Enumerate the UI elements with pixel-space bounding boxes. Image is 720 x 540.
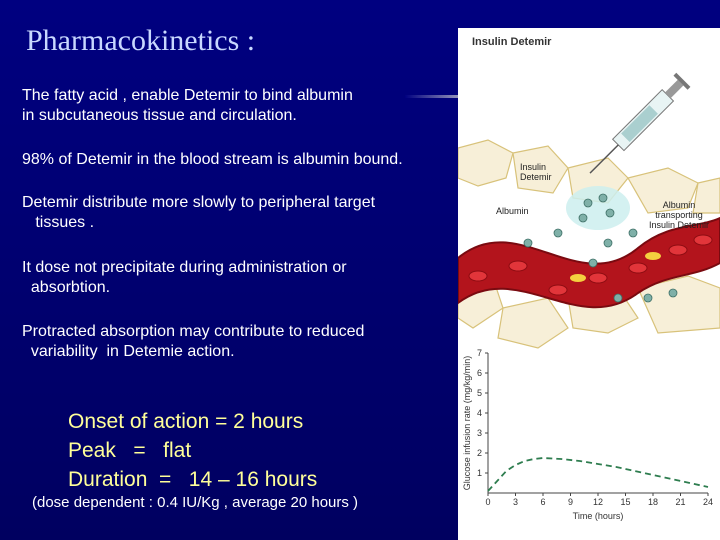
platelet <box>570 274 586 282</box>
paragraph-line: Protracted absorption may contribute to reduced <box>22 323 365 340</box>
paragraph-distribution <box>22 193 375 233</box>
paragraph-line: It dose not precipitate during administration or <box>22 259 347 276</box>
paragraph-albumin-bound <box>22 150 403 170</box>
peak: Peak = flat <box>68 439 192 462</box>
y-axis-label: Glucose infusion rate (mg/kg/min) <box>462 355 472 491</box>
y-tick-label: 2 <box>476 448 482 458</box>
slide-title: Pharmacokinetics : <box>26 24 256 57</box>
x-tick-label: 9 <box>567 497 574 507</box>
x-tick-label: 6 <box>540 497 546 507</box>
label-insulin-detemir: Insulin Detemir <box>520 162 552 182</box>
paragraph-line: variability in Detemie action. <box>22 343 235 360</box>
x-tick-label: 12 <box>592 497 604 507</box>
x-tick-label: 3 <box>512 497 519 507</box>
x-tick-label: 0 <box>485 497 491 507</box>
y-tick-label: 5 <box>476 388 482 398</box>
syringe-icon <box>583 73 690 180</box>
paragraph-fatty-acid <box>22 86 353 126</box>
y-tick-label: 7 <box>476 348 482 358</box>
paragraph-precipitate <box>22 258 347 298</box>
paragraph-line: 98% of Detemir in the blood stream is albumin bound. <box>22 151 403 168</box>
insulin-detemir-figure <box>458 28 720 540</box>
label-albumin: Albumin <box>496 206 529 216</box>
paragraph-line: absorbtion. <box>22 279 111 296</box>
paragraph-line: Detemir distribute more slowly to peripheral target <box>22 194 376 211</box>
detemir-depot <box>566 186 630 230</box>
figure-title: Insulin Detemir <box>472 36 552 48</box>
paragraph-line: in subcutaneous tissue and circulation. <box>22 107 297 124</box>
onset-of-action: Onset of action = 2 hours <box>68 410 304 433</box>
label-albumin-transporting: Albumin transporting Insulin Detemir <box>648 200 710 230</box>
divider-line <box>405 95 460 98</box>
y-tick-label: 4 <box>476 408 482 418</box>
illustration <box>458 28 720 540</box>
y-tick-label: 3 <box>476 428 482 438</box>
platelet <box>645 252 661 260</box>
dose-note: (dose dependent : 0.4 IU/Kg , average 20 hours ) <box>32 494 359 511</box>
y-tick-label: 1 <box>476 468 482 478</box>
x-axis-label: Time (hours) <box>572 511 624 521</box>
glucose-infusion-chart <box>462 348 713 521</box>
paragraph-line: tissues . <box>22 214 95 231</box>
paragraph-protracted <box>22 322 364 362</box>
duration: Duration = 14 – 16 hours <box>68 468 318 491</box>
series-line <box>488 458 708 491</box>
x-tick-label: 24 <box>702 497 714 507</box>
x-tick-label: 18 <box>647 497 659 507</box>
x-tick-label: 15 <box>620 497 631 507</box>
x-tick-label: 21 <box>675 497 686 507</box>
y-tick-label: 6 <box>476 368 482 378</box>
paragraph-line: The fatty acid , enable Detemir to bind albumin <box>22 87 353 104</box>
